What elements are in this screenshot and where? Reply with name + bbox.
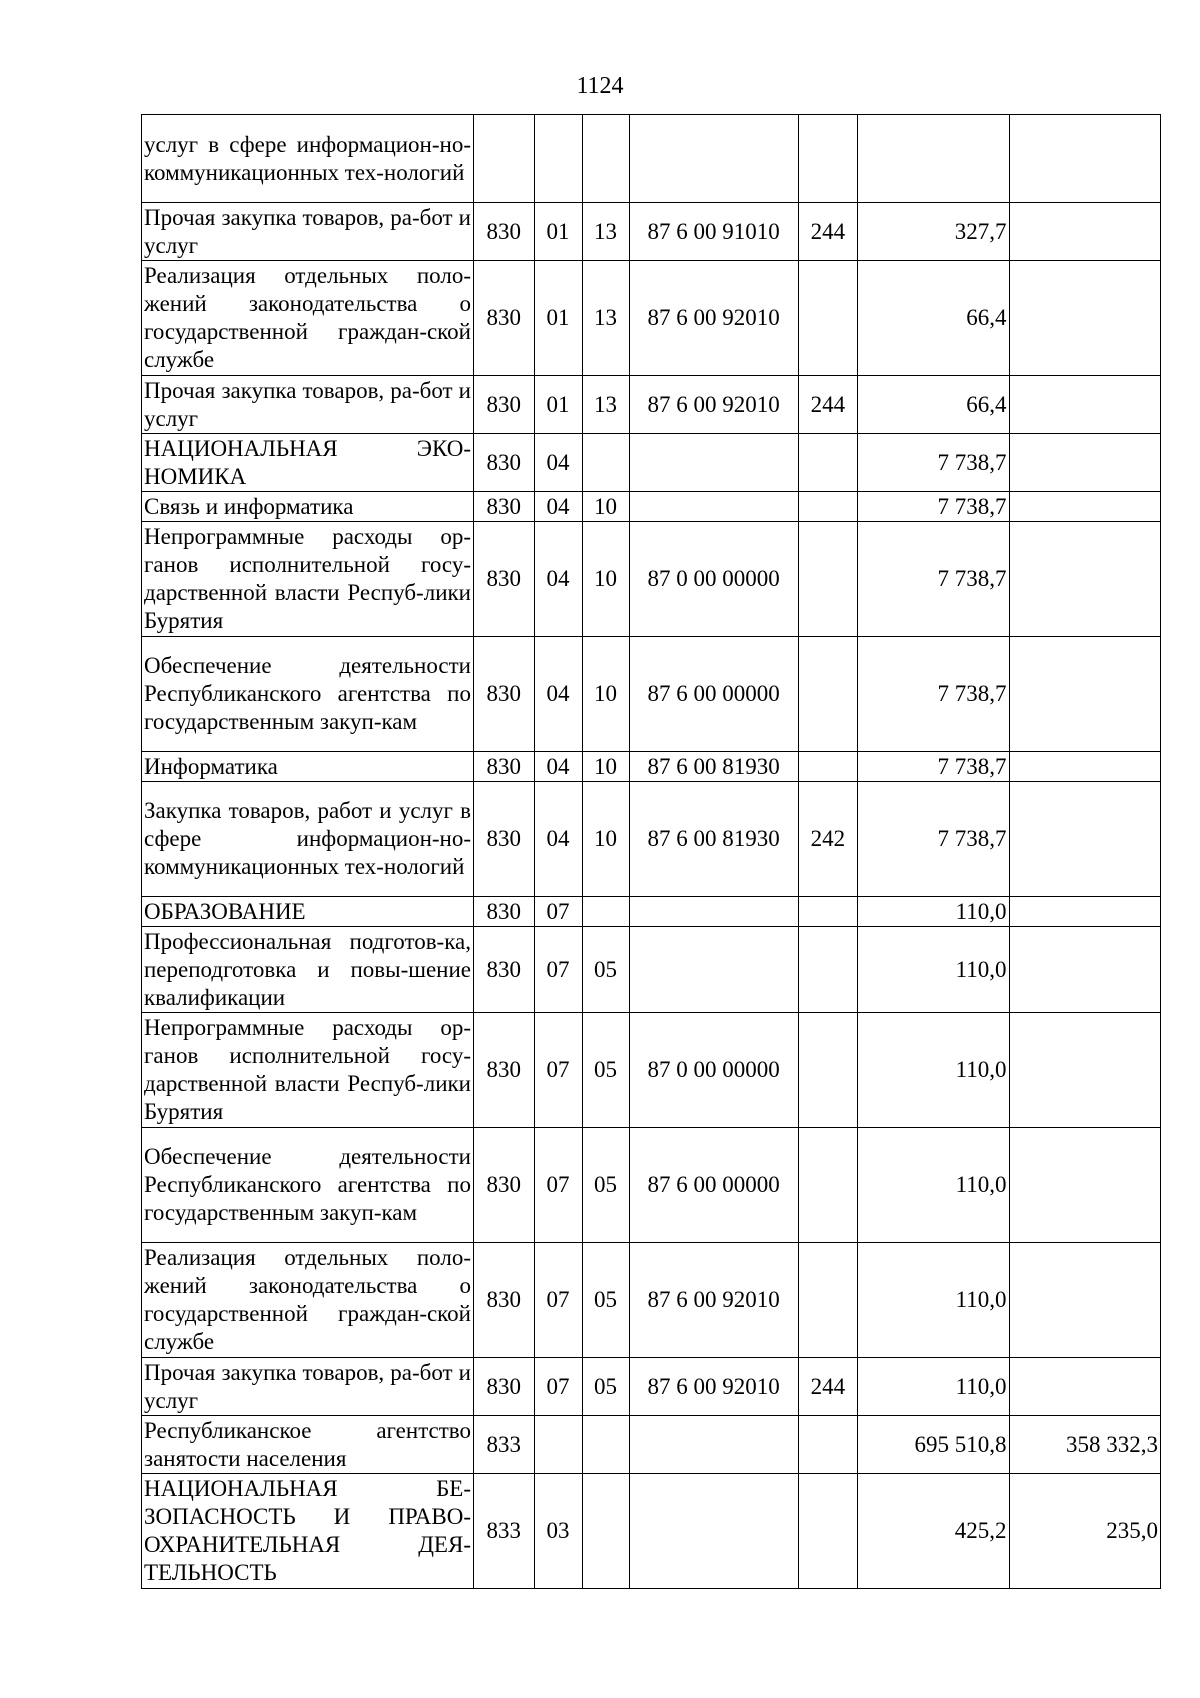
amount-secondary-cell — [1009, 897, 1160, 927]
row-name-cell: Реализация отдельных поло-жений законодательства о государственной граждан-ской службе — [142, 1243, 474, 1358]
expense-type-cell — [798, 1416, 858, 1474]
ministry-code-cell: 830 — [474, 1243, 535, 1358]
target-article-cell: 87 6 00 00000 — [629, 637, 798, 752]
target-article-cell — [629, 927, 798, 1013]
amount-secondary-cell — [1009, 376, 1160, 434]
ministry-code-cell: 830 — [474, 752, 535, 782]
table-row — [142, 1474, 1161, 1589]
section-code-cell: 07 — [534, 1358, 582, 1416]
row-name-cell: Непрограммные расходы ор-ганов исполнительной госу-дарственной власти Респуб-лики Бурятия — [142, 522, 474, 637]
section-code-cell: 07 — [534, 927, 582, 1013]
amount-cell — [858, 115, 1009, 203]
table-row — [142, 376, 1161, 434]
subsection-code-cell: 05 — [582, 927, 629, 1013]
table-row — [142, 782, 1161, 897]
amount-secondary-cell — [1009, 261, 1160, 376]
table-row — [142, 752, 1161, 782]
table-row — [142, 1128, 1161, 1243]
target-article-cell: 87 6 00 92010 — [629, 376, 798, 434]
row-name-cell: Профессиональная подготов-ка, переподготовка и повы-шение квалификации — [142, 927, 474, 1013]
row-name-cell: Республиканское агентство занятости населения — [142, 1416, 474, 1474]
target-article-cell — [629, 1474, 798, 1589]
table-row — [142, 1416, 1161, 1474]
target-article-cell: 87 6 00 92010 — [629, 261, 798, 376]
row-name-cell: ОБРАЗОВАНИЕ — [142, 897, 474, 927]
amount-secondary-cell — [1009, 637, 1160, 752]
target-article-cell: 87 6 00 81930 — [629, 782, 798, 897]
row-name-cell: Обеспечение деятельности Республиканского агентства по государственным закуп-кам — [142, 1128, 474, 1243]
subsection-code-cell: 13 — [582, 261, 629, 376]
section-code-cell: 07 — [534, 1243, 582, 1358]
subsection-code-cell: 13 — [582, 203, 629, 261]
row-name-cell: Реализация отдельных поло-жений законодательства о государственной граждан-ской службе — [142, 261, 474, 376]
subsection-code-cell — [582, 115, 629, 203]
amount-cell: 7 738,7 — [858, 752, 1009, 782]
section-code-cell: 04 — [534, 434, 582, 492]
expense-type-cell — [798, 1013, 858, 1128]
target-article-cell: 87 6 00 91010 — [629, 203, 798, 261]
amount-secondary-cell — [1009, 522, 1160, 637]
subsection-code-cell: 10 — [582, 752, 629, 782]
section-code-cell: 07 — [534, 1013, 582, 1128]
amount-cell: 110,0 — [858, 927, 1009, 1013]
budget-table — [141, 114, 1161, 1589]
ministry-code-cell: 830 — [474, 261, 535, 376]
expense-type-cell — [798, 434, 858, 492]
subsection-code-cell: 05 — [582, 1013, 629, 1128]
target-article-cell: 87 0 00 00000 — [629, 1013, 798, 1128]
row-name-cell: Закупка товаров, работ и услуг в сфере информацион-но-коммуникационных тех-нологий — [142, 782, 474, 897]
table-row — [142, 115, 1161, 203]
subsection-code-cell: 05 — [582, 1128, 629, 1243]
amount-cell: 425,2 — [858, 1474, 1009, 1589]
expense-type-cell — [798, 492, 858, 522]
row-name-cell: услуг в сфере информацион-но-коммуникационных тех-нологий — [142, 115, 474, 203]
table-row — [142, 637, 1161, 752]
ministry-code-cell: 830 — [474, 782, 535, 897]
amount-cell: 7 738,7 — [858, 637, 1009, 752]
ministry-code-cell: 830 — [474, 376, 535, 434]
expense-type-cell — [798, 115, 858, 203]
amount-cell: 110,0 — [858, 897, 1009, 927]
amount-cell: 7 738,7 — [858, 522, 1009, 637]
ministry-code-cell: 830 — [474, 522, 535, 637]
amount-secondary-cell — [1009, 115, 1160, 203]
ministry-code-cell: 833 — [474, 1474, 535, 1589]
amount-secondary-cell — [1009, 1128, 1160, 1243]
subsection-code-cell: 10 — [582, 637, 629, 752]
ministry-code-cell: 830 — [474, 897, 535, 927]
expense-type-cell: 244 — [798, 203, 858, 261]
row-name-cell: Непрограммные расходы ор-ганов исполнительной госу-дарственной власти Респуб-лики Бурятия — [142, 1013, 474, 1128]
amount-cell: 7 738,7 — [858, 492, 1009, 522]
subsection-code-cell: 13 — [582, 376, 629, 434]
amount-cell: 110,0 — [858, 1243, 1009, 1358]
amount-secondary-cell — [1009, 434, 1160, 492]
ministry-code-cell: 830 — [474, 1358, 535, 1416]
expense-type-cell — [798, 1474, 858, 1589]
ministry-code-cell: 830 — [474, 1013, 535, 1128]
amount-cell: 7 738,7 — [858, 434, 1009, 492]
subsection-code-cell: 10 — [582, 492, 629, 522]
row-name-cell: Обеспечение деятельности Республиканского агентства по государственным закуп-кам — [142, 637, 474, 752]
ministry-code-cell: 830 — [474, 203, 535, 261]
section-code-cell — [534, 115, 582, 203]
subsection-code-cell: 05 — [582, 1358, 629, 1416]
amount-secondary-cell — [1009, 752, 1160, 782]
table-row — [142, 1013, 1161, 1128]
amount-secondary-cell — [1009, 782, 1160, 897]
target-article-cell: 87 0 00 00000 — [629, 522, 798, 637]
ministry-code-cell: 830 — [474, 434, 535, 492]
row-name-cell: НАЦИОНАЛЬНАЯ ЭКО-НОМИКА — [142, 434, 474, 492]
expense-type-cell: 244 — [798, 376, 858, 434]
row-name-cell: НАЦИОНАЛЬНАЯ БЕ-ЗОПАСНОСТЬ И ПРАВО-ОХРАНИТЕЛЬНАЯ ДЕЯ-ТЕЛЬНОСТЬ — [142, 1474, 474, 1589]
section-code-cell: 04 — [534, 637, 582, 752]
section-code-cell: 04 — [534, 752, 582, 782]
expense-type-cell: 244 — [798, 1358, 858, 1416]
amount-secondary-cell: 358 332,3 — [1009, 1416, 1160, 1474]
target-article-cell — [629, 897, 798, 927]
expense-type-cell — [798, 261, 858, 376]
table-row — [142, 927, 1161, 1013]
target-article-cell — [629, 115, 798, 203]
expense-type-cell: 242 — [798, 782, 858, 897]
amount-secondary-cell — [1009, 203, 1160, 261]
amount-cell: 110,0 — [858, 1013, 1009, 1128]
subsection-code-cell — [582, 1416, 629, 1474]
ministry-code-cell: 830 — [474, 492, 535, 522]
amount-cell: 110,0 — [858, 1128, 1009, 1243]
section-code-cell: 07 — [534, 897, 582, 927]
section-code-cell: 04 — [534, 782, 582, 897]
expense-type-cell — [798, 522, 858, 637]
table-row — [142, 897, 1161, 927]
amount-cell: 110,0 — [858, 1358, 1009, 1416]
ministry-code-cell — [474, 115, 535, 203]
target-article-cell: 87 6 00 00000 — [629, 1128, 798, 1243]
subsection-code-cell: 10 — [582, 782, 629, 897]
target-article-cell: 87 6 00 92010 — [629, 1358, 798, 1416]
ministry-code-cell: 830 — [474, 927, 535, 1013]
table-row — [142, 203, 1161, 261]
target-article-cell — [629, 492, 798, 522]
row-name-cell: Прочая закупка товаров, ра-бот и услуг — [142, 203, 474, 261]
section-code-cell: 04 — [534, 492, 582, 522]
amount-secondary-cell — [1009, 927, 1160, 1013]
section-code-cell: 01 — [534, 261, 582, 376]
amount-cell: 66,4 — [858, 376, 1009, 434]
subsection-code-cell: 05 — [582, 1243, 629, 1358]
row-name-cell: Прочая закупка товаров, ра-бот и услуг — [142, 376, 474, 434]
subsection-code-cell — [582, 897, 629, 927]
table-row — [142, 1358, 1161, 1416]
table-row — [142, 1243, 1161, 1358]
section-code-cell: 03 — [534, 1474, 582, 1589]
page-number: 1124 — [576, 73, 624, 99]
amount-secondary-cell — [1009, 1013, 1160, 1128]
expense-type-cell — [798, 897, 858, 927]
ministry-code-cell: 830 — [474, 1128, 535, 1243]
amount-secondary-cell — [1009, 1243, 1160, 1358]
target-article-cell — [629, 1416, 798, 1474]
expense-type-cell — [798, 1128, 858, 1243]
subsection-code-cell: 10 — [582, 522, 629, 637]
row-name-cell: Информатика — [142, 752, 474, 782]
section-code-cell: 04 — [534, 522, 582, 637]
expense-type-cell — [798, 752, 858, 782]
target-article-cell: 87 6 00 81930 — [629, 752, 798, 782]
row-name-cell: Прочая закупка товаров, ра-бот и услуг — [142, 1358, 474, 1416]
section-code-cell: 01 — [534, 376, 582, 434]
subsection-code-cell — [582, 434, 629, 492]
row-name-cell: Связь и информатика — [142, 492, 474, 522]
table-row — [142, 492, 1161, 522]
target-article-cell: 87 6 00 92010 — [629, 1243, 798, 1358]
expense-type-cell — [798, 927, 858, 1013]
amount-secondary-cell — [1009, 492, 1160, 522]
section-code-cell: 07 — [534, 1128, 582, 1243]
amount-secondary-cell — [1009, 1358, 1160, 1416]
ministry-code-cell: 830 — [474, 637, 535, 752]
amount-cell: 327,7 — [858, 203, 1009, 261]
section-code-cell — [534, 1416, 582, 1474]
subsection-code-cell — [582, 1474, 629, 1589]
expense-type-cell — [798, 1243, 858, 1358]
ministry-code-cell: 833 — [474, 1416, 535, 1474]
expense-type-cell — [798, 637, 858, 752]
target-article-cell — [629, 434, 798, 492]
amount-secondary-cell: 235,0 — [1009, 1474, 1160, 1589]
table-row — [142, 261, 1161, 376]
section-code-cell: 01 — [534, 203, 582, 261]
table-row — [142, 434, 1161, 492]
amount-cell: 7 738,7 — [858, 782, 1009, 897]
table-row — [142, 522, 1161, 637]
amount-cell: 695 510,8 — [858, 1416, 1009, 1474]
amount-cell: 66,4 — [858, 261, 1009, 376]
